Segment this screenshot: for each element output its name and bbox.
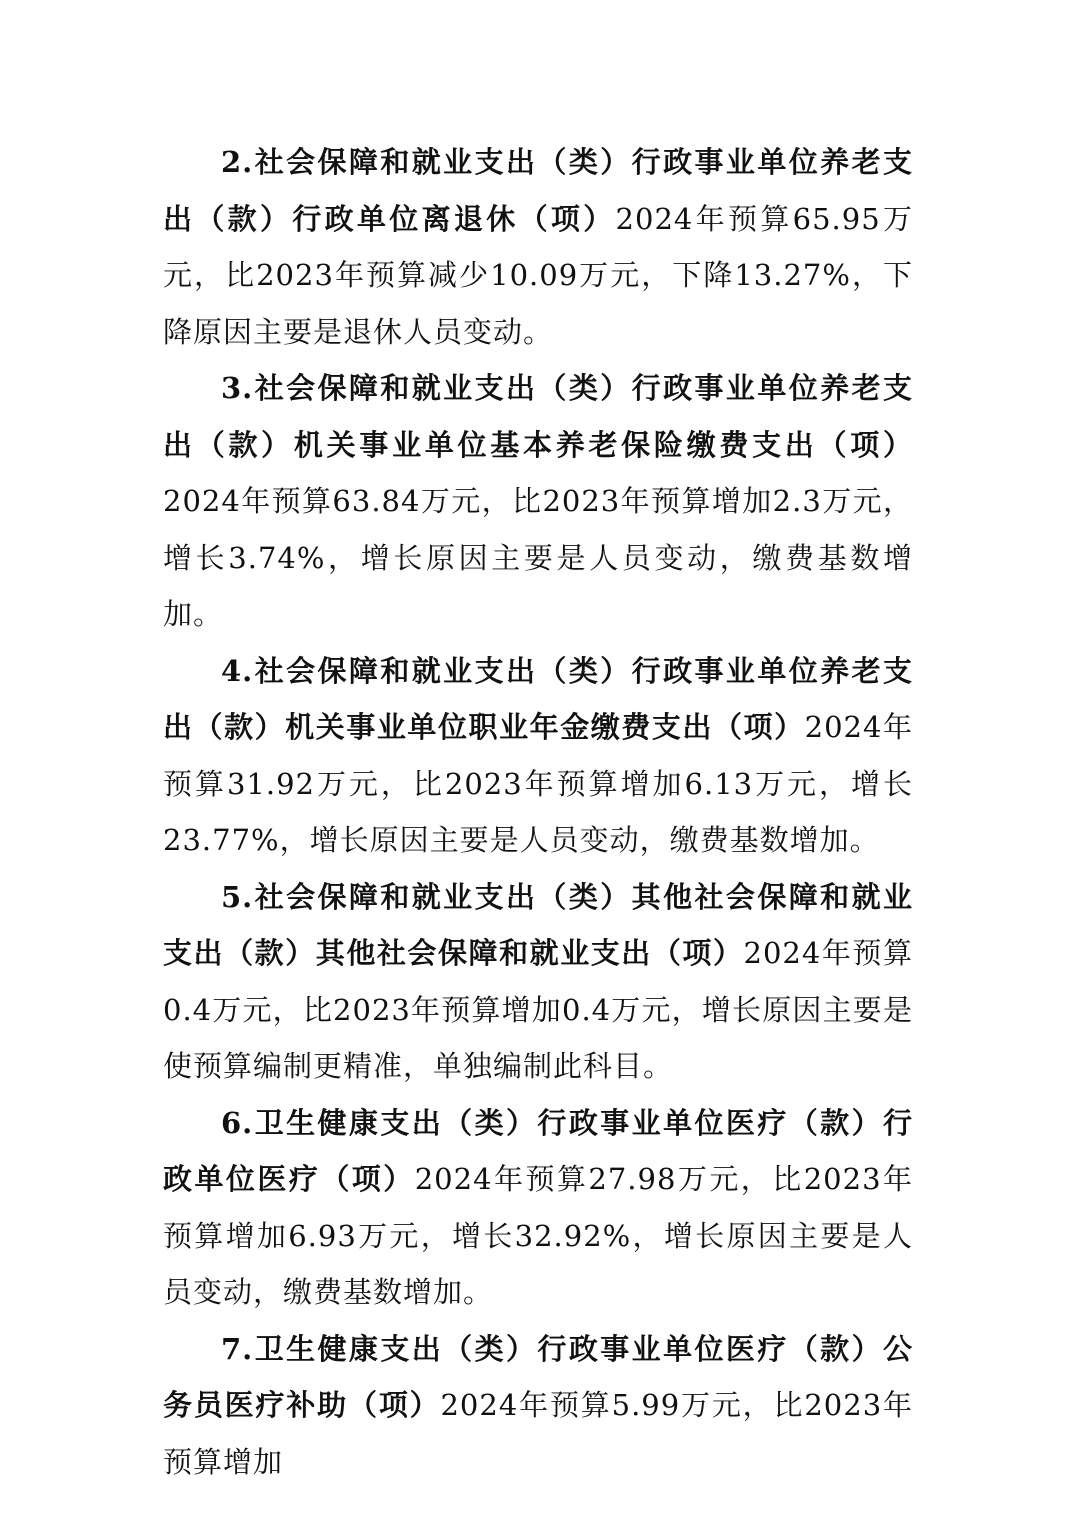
paragraph-text: 2024年预算31.92万元，比2023年预算增加6.13万元，增长23.77%，增长原因主要是人员变动，缴费基数增加。 <box>163 710 913 857</box>
paragraph-text: 2024年预算5.99万元，比2023年预算增加 <box>163 1388 913 1479</box>
paragraph-heading: 4.社会保障和就业支出（类）行政事业单位养老支出（款）机关事业单位职业年金缴费支出（项） <box>163 653 913 744</box>
paragraph-heading: 2.社会保障和就业支出（类）行政事业单位养老支出（款）行政单位离退休（项） <box>163 145 913 236</box>
paragraph-text: 2024年预算0.4万元，比2023年预算增加0.4万元，增长原因主要是使预算编制更精准，单独编制此科目。 <box>163 936 913 1083</box>
paragraph-heading: 3.社会保障和就业支出（类）行政事业单位养老支出（款）机关事业单位基本养老保险缴费支出（项） <box>163 371 913 462</box>
paragraph-item-4 <box>163 643 913 869</box>
paragraph-text: 2024年预算63.84万元，比2023年预算增加2.3万元，增长3.74%，增长原因主要是人员变动，缴费基数增加。 <box>163 484 913 631</box>
document-body <box>163 134 913 1490</box>
paragraph-item-3 <box>163 360 913 643</box>
paragraph-item-5 <box>163 869 913 1095</box>
paragraph-item-7 <box>163 1321 913 1491</box>
paragraph-text: 2024年预算65.95万元，比2023年预算减少10.09万元，下降13.27%，下降原因主要是退休人员变动。 <box>163 201 913 349</box>
paragraph-item-2 <box>163 134 913 360</box>
paragraph-heading: 7.卫生健康支出（类）行政事业单位医疗（款）公务员医疗补助（项） <box>163 1331 913 1422</box>
paragraph-item-6 <box>163 1095 913 1321</box>
paragraph-text: 2024年预算27.98万元，比2023年预算增加6.93万元，增长32.92%，增长原因主要是人员变动，缴费基数增加。 <box>163 1162 913 1309</box>
paragraph-heading: 5.社会保障和就业支出（类）其他社会保障和就业支出（款）其他社会保障和就业支出（项） <box>163 879 913 970</box>
paragraph-heading: 6.卫生健康支出（类）行政事业单位医疗（款）行政单位医疗（项） <box>163 1105 913 1196</box>
